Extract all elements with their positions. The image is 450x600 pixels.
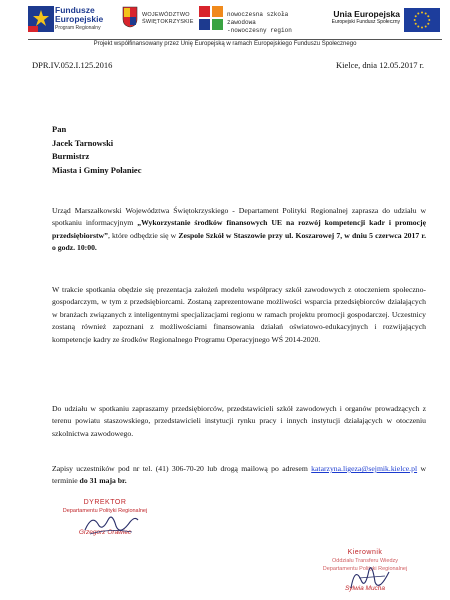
fe-logo-text: Fundusze Europejskie Program Regionalny <box>55 5 104 31</box>
fundusze-europejskie-logo <box>28 4 112 36</box>
addressee-salutation: Pan <box>52 124 67 134</box>
event-title: „Wykorzystanie środków finansowych UE na rozwój kompetencji kadr i promocję przedsiębiorstw” <box>52 218 426 240</box>
unia-europejska-logo <box>316 6 442 36</box>
meeting-agenda-paragraph: W trakcie spotkania obędzie się prezentacja założeń modelu współpracy szkół zawodowych z otoczeniem społeczno-gospodarczym, w tym z przedsiębiorcami. Zostaną zaprezentowane możliwości wsparcia przedsiębiorców działających w branżach związanych z inteligentnymi specjalizacjami regionu w ramach projektu promocji gospodarczej. Uczestnicy zostaną również zapoznani z możliwościami finansowania działań oświatowo-edukacyjnych i rozwijających kompetencje kadry ze środków Regionalnego Programu Operacyjnego WŚ 2014-2020. <box>52 285 426 344</box>
invitation-paragraph: Urząd Marszałkowski Województwa Świętokrzyskiego - Departament Polityki Regionalnej zaprasza do udziału w spotkaniu informacyjnym „Wykorzystanie środków finansowych UE na rozwój kompetencji kadr i promocję przedsiębiorstw”, które odbędzie się w Zespole Szkół w Staszowie przy ul. Koszarowej 7, w dniu 5 czerwca 2017 r. o godz. 10:00. <box>52 206 426 253</box>
letter-date: Kielce, dnia 12.05.2017 r. <box>336 60 425 70</box>
director-signature <box>80 510 140 540</box>
swietokrzyskie-logo <box>122 6 200 36</box>
eu-logo-text: Unia Europejska Europejski Fundusz Społeczny <box>331 9 400 25</box>
header-divider <box>28 39 442 40</box>
event-location-date: Zespole Szkół w Staszowie przy ul. Koszarowej 7, w dniu 5 czerwca 2017 r. o godz. 10:00. <box>52 230 426 253</box>
addressee-name: Jacek Tarnowski <box>52 137 114 148</box>
manager-stamp: Kierownik Oddziału Transferu Wiedzy Departamentu Polityki Regionalnej Sylwia Mucha <box>322 549 408 592</box>
director-stamp: DYREKTOR Departamentu Polityki Regionalnej Grzegorz Orawiec <box>62 499 148 536</box>
invited-participants-paragraph: Do udziału w spotkaniu zapraszamy przedsiębiorców, przedstawicieli szkół zawodowych i organów prowadzących z terenu powiatu staszowskiego, przedstawicieli instytucji rynku pracy i innych instytucji działających w otoczeniu szkolnictwa zawodowego. <box>52 404 426 438</box>
nowoczesna-szkola-logo <box>199 6 309 34</box>
project-cofinancing-note: Projekt współfinansowany przez Unię Europejską w ramach Europejskiego Funduszu Społecznego <box>93 41 357 47</box>
addressee-block <box>52 123 141 177</box>
addressee-institution: Miasta i Gminy Połaniec <box>52 164 142 175</box>
addressee-position: Burmistrz <box>52 151 90 161</box>
school-mark-icon <box>199 6 223 30</box>
school-logo-text: nowoczesna szkoła zawodowa -nowoczesny region <box>227 11 292 34</box>
fe-star-icon <box>28 6 54 32</box>
coat-of-arms-icon <box>122 6 138 28</box>
manager-signature <box>345 562 395 594</box>
reference-number: DPR.IV.052.I.125.2016 <box>32 60 113 70</box>
contact-email-link[interactable]: katarzyna.ligeza@sejmik.kielce.pl <box>311 464 418 473</box>
registration-deadline: do 31 maja br. <box>79 476 127 486</box>
region-logo-text: WOJEWÓDZTWO ŚWIĘTOKRZYSKIE <box>142 12 194 25</box>
eu-flag-icon <box>404 8 440 32</box>
registration-paragraph: Zapisy uczestników pod nr tel. (41) 306-70-20 lub drogą mailową po adresem katarzyna.ligeza@sejmik.kielce.pl w terminie do 31 maja br. <box>52 464 426 486</box>
